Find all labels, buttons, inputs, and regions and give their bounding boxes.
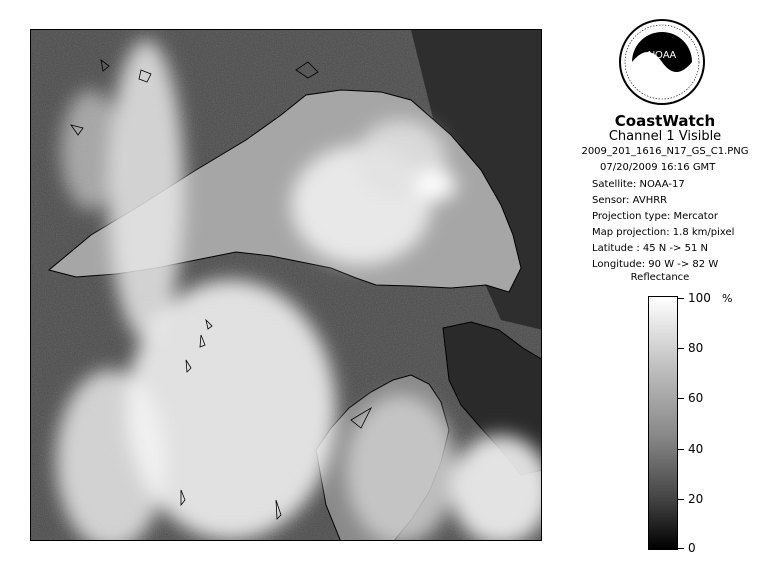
- colorbar-tick: [678, 398, 684, 399]
- colorbar-tick: [678, 449, 684, 450]
- app-title: CoastWatch: [614, 112, 716, 130]
- colorbar-title: Reflectance: [630, 272, 690, 283]
- colorbar-label-100: 100: [688, 291, 711, 305]
- svg-text:NOAA: NOAA: [647, 50, 677, 61]
- satellite-image-frame: [30, 29, 542, 541]
- colorbar-tick: [678, 348, 684, 349]
- map-projection-label: Map projection: 1.8 km/pixel: [592, 227, 735, 238]
- colorbar-unit: %: [722, 292, 733, 305]
- colorbar-label-20: 20: [688, 492, 704, 506]
- colorbar-label-0: 0: [688, 541, 696, 555]
- colorbar-tick: [678, 499, 684, 500]
- datetime-label: 07/20/2009 16:16 GMT: [600, 162, 716, 173]
- filename-label: 2009_201_1616_N17_GS_C1.PNG: [581, 146, 749, 157]
- colorbar-label-40: 40: [688, 442, 704, 456]
- colorbar-tick: [678, 548, 684, 549]
- latitude-label: Latitude : 45 N -> 51 N: [592, 243, 708, 254]
- noaa-logo: [618, 18, 706, 106]
- channel-label: Channel 1 Visible: [608, 129, 722, 144]
- colorbar-label-80: 80: [688, 341, 704, 355]
- sensor-label: Sensor: AVHRR: [592, 195, 668, 206]
- colorbar-label-60: 60: [688, 391, 704, 405]
- projection-type-label: Projection type: Mercator: [592, 211, 718, 222]
- reflectance-colorbar: [648, 296, 678, 550]
- satellite-image: [31, 30, 542, 541]
- satellite-label: Satellite: NOAA-17: [592, 179, 685, 190]
- colorbar-tick: [678, 298, 684, 299]
- longitude-label: Longitude: 90 W -> 82 W: [592, 259, 719, 270]
